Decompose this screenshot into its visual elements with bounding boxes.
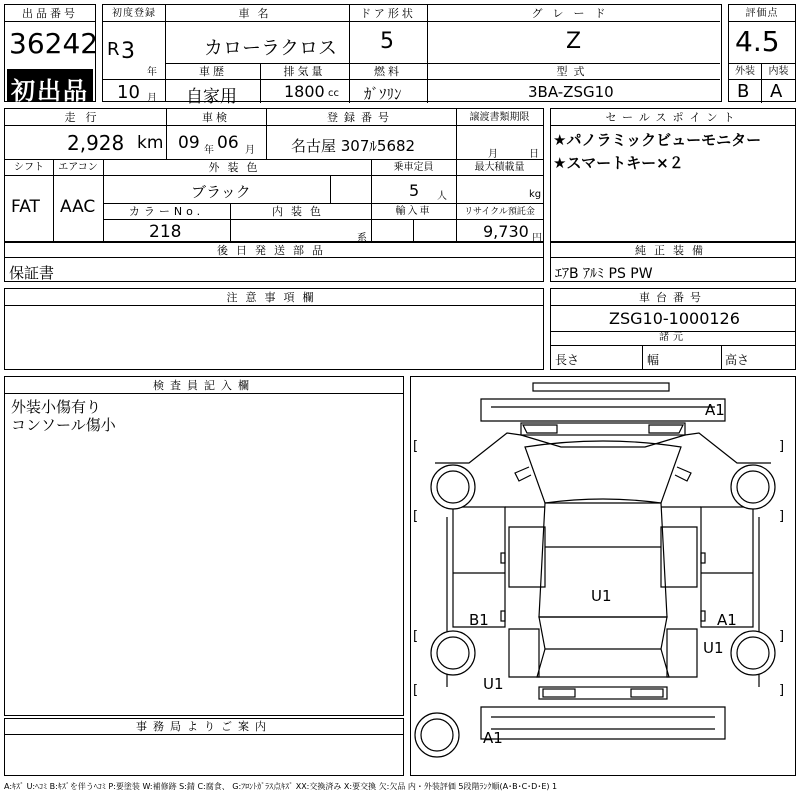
main-header-box (166, 4, 722, 107)
recycle-unit: 円 (532, 233, 542, 244)
inspector-label: 検査員記入欄 (153, 379, 255, 392)
recycle-fee: 9,730 (483, 222, 529, 241)
fuel: ｶﾞｿﾘﾝ (364, 85, 402, 103)
doors-label: ドア形状 (360, 7, 416, 20)
later-parts-value: 保証書 (9, 264, 55, 282)
bracket-right-mid: ] (779, 509, 785, 524)
notes-label: 注意事項欄 (226, 291, 322, 304)
capacity-label: 乗車定員 (393, 162, 434, 173)
inspection-label: 車検 (202, 111, 230, 124)
model-label: 型式 (556, 65, 591, 78)
bracket-right-bottom: ] (779, 683, 785, 698)
height-label: 高さ (725, 353, 750, 367)
grade-label: グレード (531, 7, 616, 20)
mileage: 2,928 (67, 131, 125, 155)
bracket-left-top: [ (413, 439, 419, 454)
car-outline-svg (411, 377, 795, 775)
model: 3BA-ZSG10 (528, 83, 614, 101)
equipment-value: ｴｱB ｱﾙﾐ PS PW (555, 266, 653, 282)
interior-color-unit: 系 (357, 233, 367, 244)
capacity: 5 (409, 181, 420, 200)
chassis-number: ZSG10-1000126 (609, 309, 740, 328)
sales-points-box (550, 108, 796, 242)
width-label: 幅 (647, 353, 660, 367)
chassis-box (550, 288, 796, 370)
history-label: 車歴 (199, 65, 227, 78)
import-label: 輸入車 (395, 206, 432, 217)
later-parts-box (4, 242, 544, 282)
displacement-label: 排気量 (283, 65, 326, 78)
doors: 5 (380, 29, 394, 54)
dimensions-label: 諸元 (659, 332, 687, 343)
length-label: 長さ (555, 353, 580, 367)
transfer-deadline-label: 譲渡書類期限 (469, 112, 530, 123)
mileage-label: 走行 (64, 111, 107, 124)
score-label: 評価点 (745, 8, 779, 19)
registration-year: 3 (121, 39, 135, 64)
score: 4.5 (735, 25, 780, 58)
score-box (728, 4, 796, 102)
inspector-box (4, 376, 404, 716)
damage-mark-roof: U1 (591, 587, 612, 605)
interior-grade: A (770, 81, 783, 102)
mileage-unit: km (137, 133, 164, 153)
exterior-color-label: 外装色 (208, 161, 266, 174)
registration-month: 10 (117, 82, 140, 103)
color-no-label: カラーNo. (128, 205, 205, 218)
first-registration-box (102, 4, 166, 102)
era: R (107, 39, 120, 60)
later-parts-label: 後日発送部品 (217, 244, 331, 257)
office-label: 事務局よりご案内 (136, 720, 272, 733)
exterior-color: ブラック (191, 183, 251, 201)
damage-mark-spare: A1 (483, 729, 503, 747)
car-name-label: 車名 (238, 7, 277, 20)
max-load-unit: kg (529, 189, 542, 200)
damage-mark-rear-right-fender: U1 (703, 639, 724, 657)
grade: Z (566, 29, 582, 54)
capacity-unit: 人 (437, 191, 447, 202)
year-unit: 年 (147, 67, 157, 78)
legend: A:ｷｽﾞ U:ﾍｺﾐ B:ｷｽﾞを伴うﾍｺﾐ P:要塗装 W:補修跡 S:錆 C:腐食、 G:ﾌﾛﾝﾄｶﾞﾗｽ点ｷｽﾞ XX:交換済み X:要交換 欠:欠品 内・外装評価 5段階ﾗﾝｸ順(A･B･C･D･E) 1 (4, 782, 558, 791)
inspector-note: コンソール傷小 (11, 416, 116, 434)
interior-label: 内装 (768, 66, 789, 77)
transfer-month-unit: 月 (488, 149, 498, 160)
month-unit: 月 (147, 93, 157, 104)
office-box (4, 718, 404, 776)
sales-point-item: ★スマートキー×２ (553, 154, 684, 172)
history: 自家用 (186, 87, 237, 107)
ac-label: エアコン (58, 162, 98, 173)
sales-points-label: セールスポイント (605, 111, 741, 124)
ac: AAC (60, 197, 96, 217)
inspection-year-unit: 年 (204, 145, 214, 156)
plate-number: 名古屋 307ﾙ5682 (291, 137, 416, 155)
damage-mark-rear-left: U1 (483, 675, 504, 693)
bracket-left-low: [ (413, 629, 419, 644)
inspection-year: 09 (178, 133, 200, 153)
max-load-label: 最大積載量 (474, 162, 525, 173)
inspection-month: 06 (217, 133, 239, 153)
first-listing-text: 初出品 (11, 77, 89, 105)
inspector-note: 外装小傷有り (11, 398, 102, 416)
sales-point-item: ★パノラミックビューモニター (553, 131, 762, 149)
bracket-left-bottom: [ (413, 683, 419, 698)
transfer-day-unit: 日 (529, 149, 539, 160)
bracket-right-top: ] (779, 439, 785, 454)
shift-label: シフト (14, 162, 44, 173)
details-box (4, 108, 544, 242)
bracket-left-mid: [ (413, 509, 419, 524)
exterior-label: 外装 (735, 66, 755, 77)
lot-number-box (4, 4, 99, 105)
equipment-label: 純正装備 (635, 244, 711, 257)
displacement: 1800 (284, 82, 325, 101)
inspection-month-unit: 月 (245, 145, 255, 156)
interior-color-label: 内装色 (272, 205, 329, 218)
exterior-grade: B (737, 81, 750, 102)
fuel-label: 燃料 (374, 65, 402, 78)
bracket-right-low: ] (779, 629, 785, 644)
damage-mark-rear-right-door: A1 (717, 611, 737, 629)
lot-number: 36242 (9, 27, 99, 60)
recycle-label: リサイクル預託金 (464, 207, 535, 217)
car-name: カローラクロス (204, 37, 338, 59)
shift: FAT (11, 197, 40, 217)
chassis-label: 車台番号 (639, 291, 707, 304)
first-registration-label: 初度登録 (112, 8, 156, 19)
equipment-box (550, 242, 796, 282)
car-diagram (410, 376, 796, 776)
color-no: 218 (149, 222, 182, 242)
damage-mark-rear-left-door: B1 (469, 611, 489, 629)
damage-mark-front-right: A1 (705, 401, 725, 419)
displacement-unit: cc (328, 88, 339, 99)
notes-box (4, 288, 544, 370)
lot-number-label: 出品番号 (22, 7, 78, 20)
plate-label: 登録番号 (327, 111, 395, 124)
